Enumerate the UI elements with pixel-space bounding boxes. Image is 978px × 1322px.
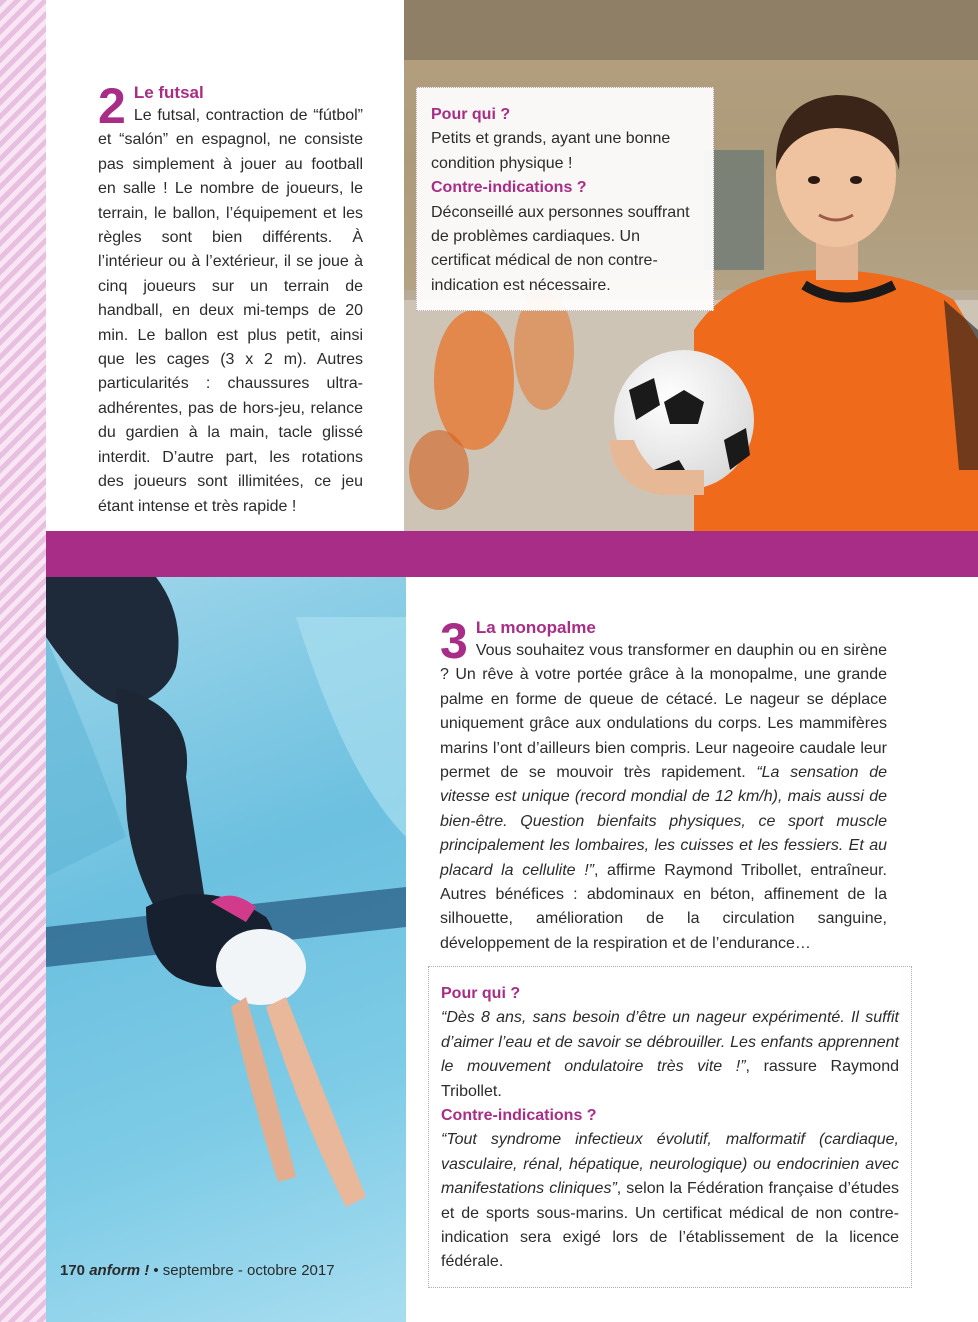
section-body xyxy=(440,639,887,956)
magazine-brand: anform ! xyxy=(89,1262,150,1279)
section-title: Le futsal xyxy=(133,83,204,102)
section-futsal xyxy=(98,78,363,519)
who-label: Pour qui ? xyxy=(431,106,511,123)
who-text: Petits et grands, ayant une bonne condition physique ! xyxy=(431,130,671,172)
page-number: 170 xyxy=(60,1262,86,1279)
contra-label: Contre-indications ? xyxy=(431,179,587,197)
contra-text: Déconseillé aux personnes souffrant de problèmes cardiaques. Un certificat médical de non contre-indication est nécessaire. xyxy=(431,203,690,294)
body-text-continued: , affirme Raymond Tribollet, entraîneur. Autres bénéfices : abdominaux en béton, affinement de la silhouette, amélioration de la circulation sanguine, développement de la respiration et de l’endurance… xyxy=(440,861,887,952)
section-title: La monopalme xyxy=(475,618,596,637)
page-footer xyxy=(60,1262,335,1279)
issue-date: septembre - octobre 2017 xyxy=(162,1262,335,1279)
coach-quote: “La sensation de vitesse est unique (record mondial de 12 km/h), mais aussi de bien-être. Question bienfaits physiques, ce sport muscle principalement les lombaires, les cuisses et les fessiers. Et au placard la cellulite !” xyxy=(440,764,887,879)
monofin-info-box xyxy=(428,966,912,1288)
who-quote: “Dès 8 ans, sans besoin d’être un nageur expérimenté. Il suffit d’aimer l’eau et de savoir se débrouiller. Les enfants apprennent le mouvement ondulatoire très vite !” xyxy=(441,1009,899,1076)
section-body: Le futsal, contraction de “fútbol” et “salón” en espagnol, ne consiste pas simplement à jouer au football en salle ! Le nombre de joueurs, le terrain, le ballon, l’équipement et les règles sont bien différents. À l’intérieur ou à l’extérieur, il se joue à cinq joueurs sur un terrain de handball, en deux mi-temps de 20 min. Le ballon est plus petit, ainsi que les cages (3 x 2 m). Autres particularités : chaussures ultra-adhérentes, pas de hors-jeu, relance du gardien à la main, tacle glissé interdit. D’autre part, les rotations des joueurs sont illimitées, ce jeu étant intense et très rapide ! xyxy=(98,107,363,515)
who-attribution: , rassure Raymond Tribollet. xyxy=(441,1058,899,1100)
decorative-side-stripe xyxy=(0,0,46,1322)
monofin-photo-illustration xyxy=(46,577,406,1322)
section-number: 2 xyxy=(98,78,126,134)
contra-attribution: , selon la Fédération française d’études et de sports sous-marins. Un certificat médical de non contre-indication sera exigé lors de l’établissement de la licence fédérale. xyxy=(441,1180,899,1271)
contra-quote: “Tout syndrome infectieux évolutif, malformatif (cardiaque, vasculaire, rénal, hépatique, neurologique) ou endocrinien avec manifestations cliniques” xyxy=(441,1131,899,1198)
contra-label: Contre-indications ? xyxy=(441,1107,597,1125)
futsal-info-box xyxy=(416,87,714,311)
body-text: Vous souhaitez vous transformer en dauphin ou en sirène ? Un rêve à votre portée grâce à la monopalme, une grande palme en forme de queue de cétacé. Le nageur se déplace uniquement grâce aux ondulations du corps. Les mammifères marins l’ont d’ailleurs bien compris. Leur nageoire caudale leur permet de se mouvoir très rapidement. xyxy=(440,642,887,782)
section-number: 3 xyxy=(440,613,468,669)
section-monofin xyxy=(440,613,887,956)
contra-text xyxy=(441,1128,899,1274)
who-label: Pour qui ? xyxy=(441,985,521,1002)
footer-separator: • xyxy=(149,1262,163,1279)
who-text xyxy=(441,1006,899,1104)
section-divider-band xyxy=(46,531,978,577)
monofin-photo xyxy=(46,577,406,1322)
